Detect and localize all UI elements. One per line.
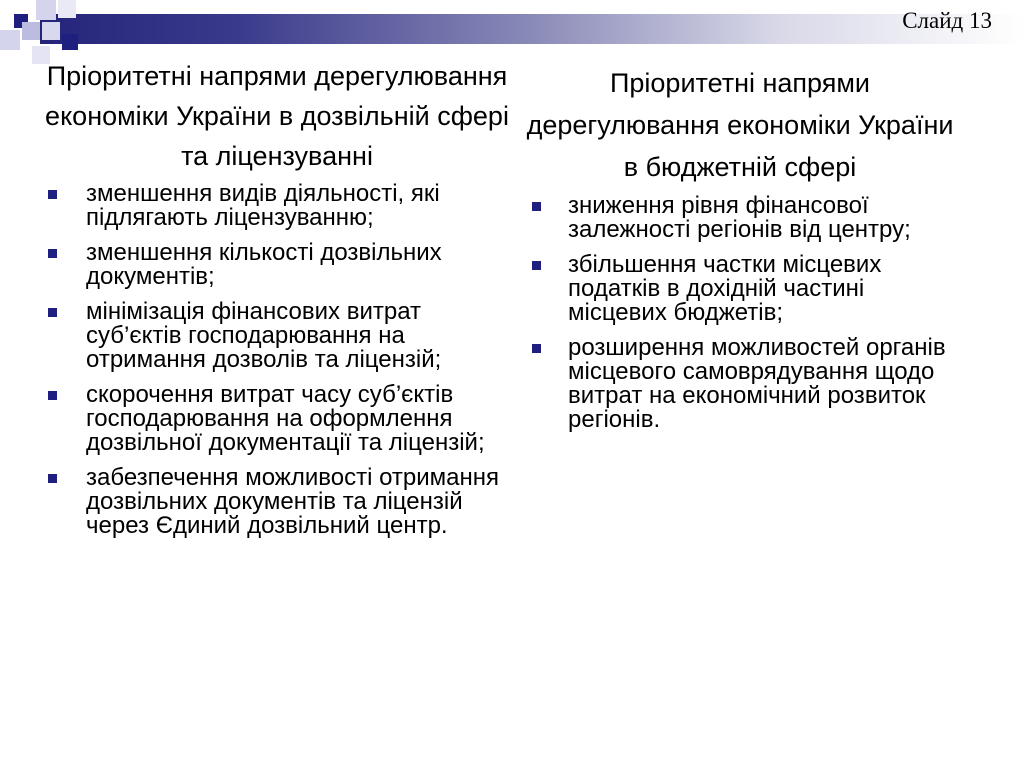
list-item-text: забезпечення можливості отримання дозвільних документів та ліцензій через Єдиний дозвільний центр. (86, 464, 500, 539)
square-bullet-icon (532, 344, 541, 353)
list-item-text: зниження рівня фінансової залежності регіонів від центру; (568, 192, 911, 243)
square-bullet-icon (48, 249, 57, 258)
deco-square (42, 22, 60, 40)
left-column (42, 56, 512, 549)
list-item (42, 241, 512, 289)
list-item (524, 336, 956, 432)
left-bullet-list (42, 182, 512, 538)
deco-square (36, 0, 56, 20)
list-item (42, 182, 512, 230)
list-item (42, 466, 512, 538)
list-item-text: збільшення частки місцевих податків в дохідній частині місцевих бюджетів; (568, 251, 882, 326)
list-item-text: зменшення видів діяльності, які підлягають ліцензуванню; (86, 180, 440, 231)
list-item-text: скорочення витрат часу суб’єктів господарювання на оформлення дозвільної документації та ліцензій; (86, 381, 485, 456)
left-column-title: Пріоритетні напрями дерегулювання економіки України в дозвільній сфері та ліцензуванні (45, 61, 509, 171)
square-bullet-icon (48, 190, 57, 199)
list-item-text: зменшення кількості дозвільних документів; (86, 239, 442, 290)
square-bullet-icon (532, 261, 541, 270)
header-gradient-bar (40, 14, 1024, 44)
list-item (42, 383, 512, 455)
deco-square (0, 30, 20, 50)
deco-square (22, 22, 40, 40)
right-bullet-list (524, 194, 956, 432)
list-item-text: розширення можливостей органів місцевого самоврядування щодо витрат на економічний розвиток регіонів. (568, 334, 946, 433)
square-bullet-icon (48, 474, 57, 483)
square-bullet-icon (532, 202, 541, 211)
square-bullet-icon (48, 391, 57, 400)
right-column-title: Пріоритетні напрями дерегулювання економіки України в бюджетній сфері (526, 68, 954, 182)
list-item (42, 300, 512, 372)
list-item-text: мінімізація фінансових витрат суб’єктів господарювання на отримання дозволів та ліцензій; (86, 298, 442, 373)
deco-square (58, 0, 76, 18)
square-bullet-icon (48, 308, 57, 317)
list-item (524, 194, 956, 242)
slide-number: Слайд 13 (902, 8, 992, 33)
right-column (524, 56, 956, 443)
deco-square (62, 34, 78, 50)
list-item (524, 253, 956, 325)
